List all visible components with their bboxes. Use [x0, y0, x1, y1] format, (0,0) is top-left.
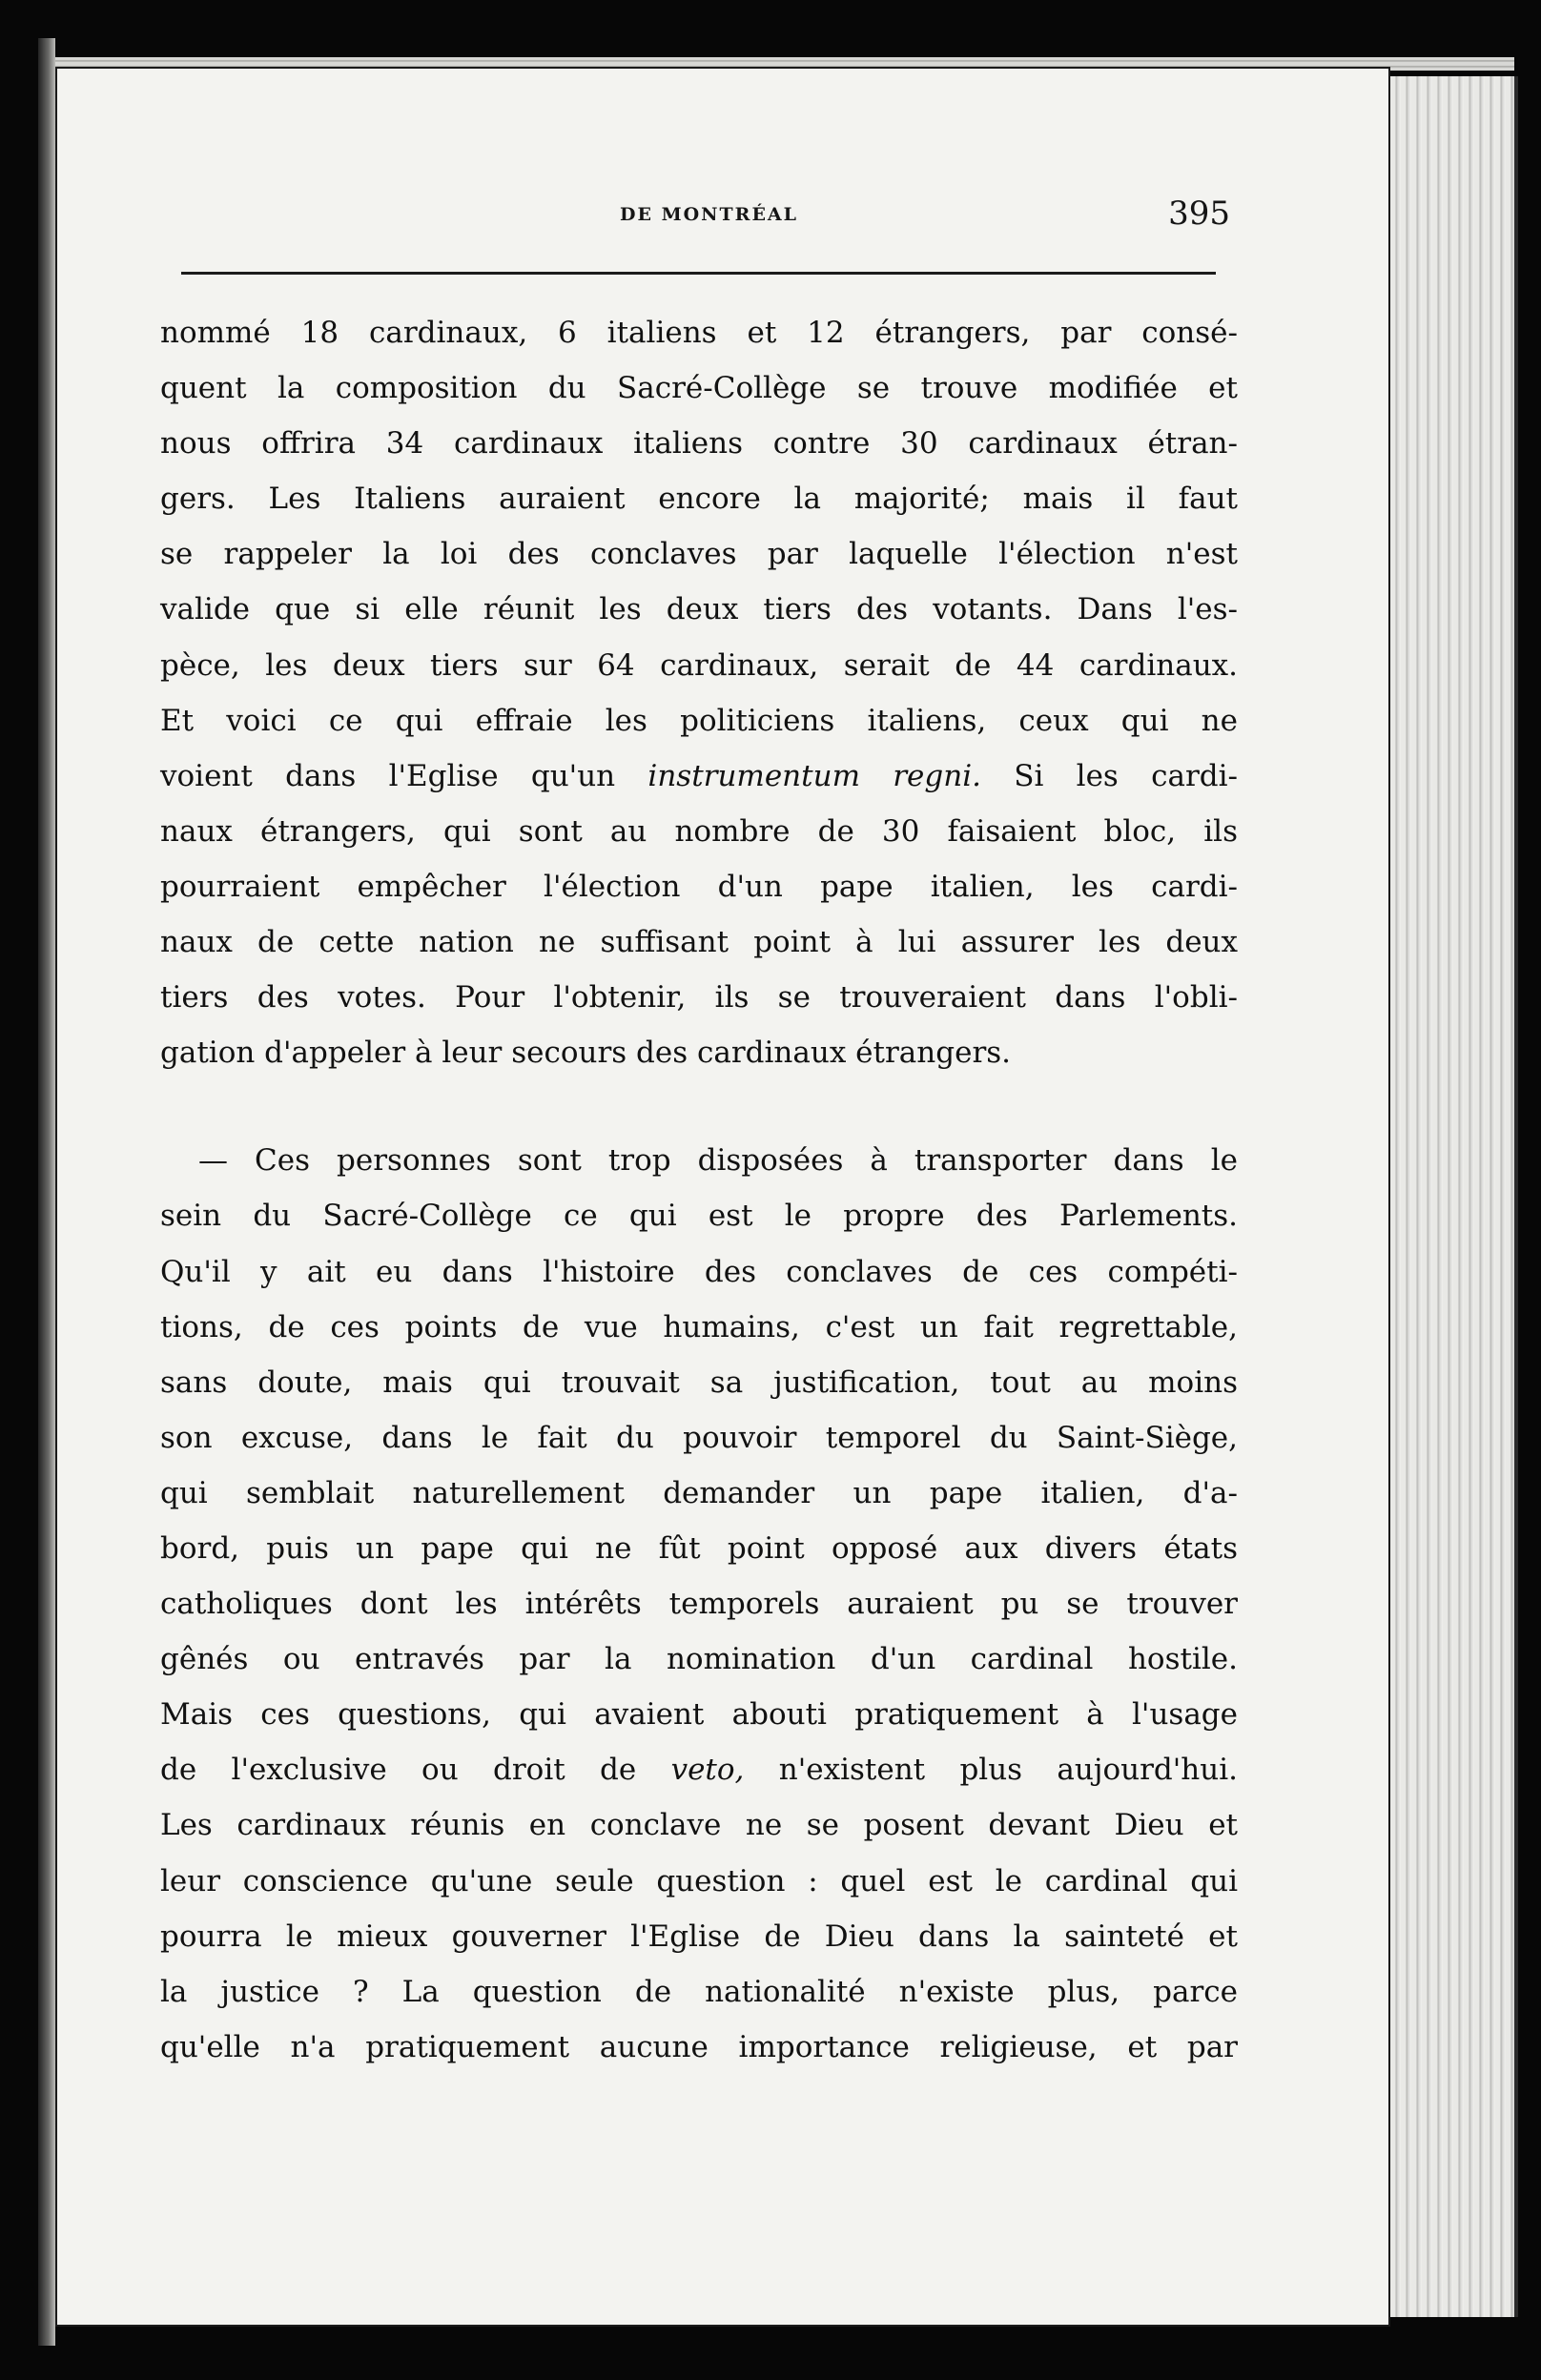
- text-line: tiers des votes. Pour l'obtenir, ils se trouveraient dans l'obli-: [160, 980, 1238, 1016]
- text-line: se rappeler la loi des conclaves par laquelle l'élection n'est: [160, 537, 1238, 572]
- text-line: pèce, les deux tiers sur 64 cardinaux, serait de 44 cardinaux.: [160, 647, 1238, 683]
- paragraph-2: [160, 1133, 1238, 2075]
- text-line: qui semblait naturellement demander un pape italien, d'a-: [160, 1475, 1238, 1510]
- text-line: tions, de ces points de vue humains, c'est un fait regrettable,: [160, 1309, 1238, 1344]
- page-number: 395: [1168, 195, 1230, 233]
- text-line: bord, puis un pape qui ne fût point opposé aux divers états: [160, 1530, 1238, 1566]
- text-line: nommé 18 cardinaux, 6 italiens et 12 étrangers, par consé-: [160, 316, 1238, 350]
- paragraph-1: [160, 305, 1238, 1080]
- text-line: valide que si elle réunit les deux tiers des votants. Dans l'es-: [160, 592, 1238, 627]
- text-line: nous offrira 34 cardinaux italiens contre 30 cardinaux étran-: [160, 426, 1238, 462]
- text-line: quent la composition du Sacré-Collège se trouve modifiée et: [160, 371, 1238, 406]
- text-line: gation d'appeler à leur secours des cardinaux étrangers.: [160, 1036, 1012, 1071]
- text-line: leur conscience qu'une seule question : quel est le cardinal qui: [160, 1863, 1238, 1898]
- text-line: Qu'il y ait eu dans l'histoire des conclaves de ces compéti-: [160, 1254, 1238, 1289]
- text-line: sein du Sacré-Collège ce qui est le propre des Parlements.: [160, 1199, 1238, 1234]
- text-run: de l'exclusive ou droit de: [160, 1753, 671, 1788]
- italic-latin-phrase: instrumentum regni.: [647, 758, 981, 793]
- text-line: catholiques dont les intérêts temporels auraient pu se trouver: [160, 1587, 1238, 1622]
- text-line: gênés ou entravés par la nomination d'un cardinal hostile.: [160, 1642, 1238, 1677]
- text-line-with-italic: [160, 749, 1238, 804]
- text-line: — Ces personnes sont trop disposées à transporter dans le: [198, 1143, 1238, 1179]
- text-line-with-italic: [160, 1742, 1238, 1797]
- running-title: DE MONTRÉAL: [620, 204, 799, 225]
- text-run: Si les cardi-: [980, 758, 1239, 793]
- book-binding: [38, 38, 55, 2346]
- text-line: Mais ces questions, qui avaient abouti pratiquement à l'usage: [160, 1697, 1238, 1733]
- italic-word-veto: veto,: [670, 1753, 745, 1788]
- page-edges: [1390, 76, 1518, 2317]
- page-header: [181, 191, 1230, 248]
- text-line: Les cardinaux réunis en conclave ne se posent devant Dieu et: [160, 1808, 1238, 1843]
- text-line: la justice ? La question de nationalité n'existe plus, parce: [160, 1974, 1238, 2009]
- text-line: sans doute, mais qui trouvait sa justification, tout au moins: [160, 1364, 1238, 1400]
- paragraph-gap: [160, 1080, 1238, 1133]
- text-line: naux étrangers, qui sont au nombre de 30 faisaient bloc, ils: [160, 813, 1238, 849]
- body-text: [160, 305, 1238, 2075]
- text-line: pourra le mieux gouverner l'Eglise de Dieu dans la sainteté et: [160, 1918, 1238, 1954]
- text-line: son excuse, dans le fait du pouvoir temporel du Saint-Siège,: [160, 1420, 1238, 1455]
- text-line: gers. Les Italiens auraient encore la majorité; mais il faut: [160, 482, 1238, 517]
- text-line: naux de cette nation ne suffisant point à lui assurer les deux: [160, 925, 1238, 960]
- text-line: pourraient empêcher l'élection d'un pape italien, les cardi-: [160, 869, 1238, 904]
- text-run: voient dans l'Eglise qu'un: [160, 758, 648, 793]
- text-run: n'existent plus aujourd'hui.: [744, 1753, 1238, 1788]
- header-rule: [181, 272, 1216, 275]
- text-line: Et voici ce qui effraie les politiciens italiens, ceux qui ne: [160, 703, 1238, 738]
- text-line: qu'elle n'a pratiquement aucune importance religieuse, et par: [160, 2029, 1238, 2064]
